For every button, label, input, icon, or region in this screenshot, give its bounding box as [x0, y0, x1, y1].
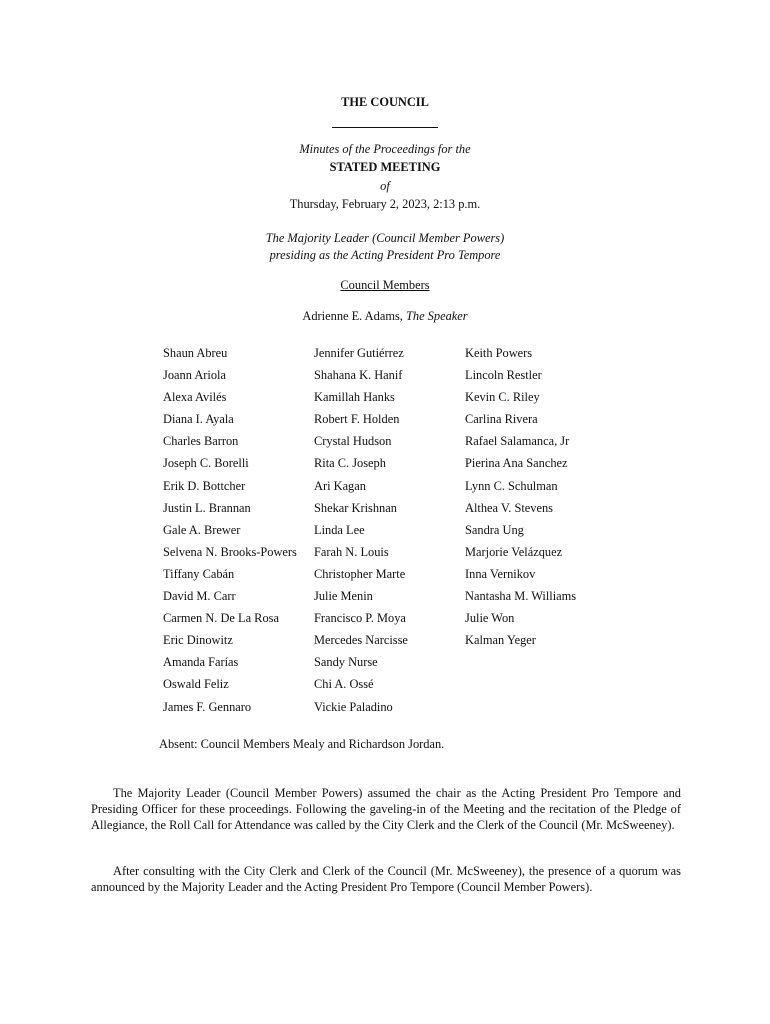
of-line: of — [380, 179, 390, 193]
roster-column-2 — [314, 342, 408, 718]
member-name: Selvena N. Brooks-Powers — [163, 544, 297, 559]
speaker-name: Adrienne E. Adams, — [302, 309, 403, 323]
member-name: Pierina Ana Sanchez — [465, 456, 568, 471]
member-name: Marjorie Velázquez — [465, 544, 563, 559]
member-name: Keith Powers — [465, 346, 533, 360]
member-name: Joseph C. Borelli — [163, 456, 249, 471]
member-name: Julie Won — [465, 611, 515, 626]
member-name: Vickie Paladino — [314, 699, 393, 714]
member-name: Rafael Salamanca, Jr — [465, 434, 570, 449]
council-members-heading: Council Members — [340, 278, 430, 292]
absent-members-note: Absent: Council Members Mealy and Richardson Jordan. — [159, 737, 445, 751]
member-name: Jennifer Gutiérrez — [314, 346, 404, 360]
member-name: Christopher Marte — [314, 566, 406, 581]
member-name: Chi A. Ossé — [314, 677, 374, 692]
member-name: Shaun Abreu — [163, 346, 228, 360]
title-underline — [332, 127, 438, 128]
member-name: Mercedes Narcisse — [314, 633, 408, 648]
member-name: Sandra Ung — [465, 522, 524, 537]
speaker-title: The Speaker — [406, 309, 468, 323]
member-name: Sandy Nurse — [314, 655, 378, 670]
member-name: Carmen N. De La Rosa — [163, 611, 279, 626]
member-name: Kalman Yeger — [465, 633, 536, 648]
presiding-statement — [0, 230, 770, 264]
member-name: Kevin C. Riley — [465, 390, 540, 405]
member-name: Robert F. Holden — [314, 412, 400, 427]
member-name: David M. Carr — [163, 589, 236, 604]
member-name: Rita C. Joseph — [314, 456, 386, 471]
minutes-line: Minutes of the Proceedings for the — [299, 142, 471, 156]
member-name: Joann Ariola — [163, 368, 226, 383]
member-name: Linda Lee — [314, 522, 365, 537]
member-name: Althea V. Stevens — [465, 500, 553, 515]
member-name: Shahana K. Hanif — [314, 368, 403, 383]
member-name: Amanda Farías — [163, 655, 239, 670]
member-name: Francisco P. Moya — [314, 611, 406, 626]
meeting-type: STATED MEETING — [329, 160, 441, 174]
member-name: Carlina Rivera — [465, 412, 538, 427]
member-name: Eric Dinowitz — [163, 633, 233, 648]
member-name: Charles Barron — [163, 434, 239, 449]
member-name: Lincoln Restler — [465, 368, 542, 383]
member-name: Oswald Feliz — [163, 677, 229, 692]
member-name: Crystal Hudson — [314, 434, 392, 449]
member-name: Shekar Krishnan — [314, 500, 397, 515]
body-paragraph-chair: The Majority Leader (Council Member Powers) assumed the chair as the Acting President Pro Tempore and Presiding Officer for these proceedings. Following the gaveling-in of the Meeting and the recitation of the Pledge of Allegiance, the Roll Call for Attendance was called by the City Clerk and the Clerk of the Council (Mr. McSweeney). — [91, 786, 681, 832]
presiding-line-1: The Majority Leader (Council Member Powers) — [265, 231, 505, 245]
member-name: Julie Menin — [314, 589, 373, 604]
member-name: Kamillah Hanks — [314, 390, 395, 405]
member-name: Farah N. Louis — [314, 544, 389, 559]
body-paragraph-quorum: After consulting with the City Clerk and Clerk of the Council (Mr. McSweeney), the presence of a quorum was announced by the Majority Leader and the Acting President Pro Tempore (Council Member Powers). — [91, 864, 681, 894]
member-name: Ari Kagan — [314, 478, 366, 493]
member-name: Lynn C. Schulman — [465, 478, 558, 493]
member-name: Gale A. Brewer — [163, 522, 241, 537]
member-name: Inna Vernikov — [465, 566, 536, 581]
member-name: Nantasha M. Williams — [465, 589, 577, 604]
roster-column-1 — [163, 342, 297, 718]
presiding-line-2: presiding as the Acting President Pro Tempore — [269, 248, 501, 262]
member-name: Diana I. Ayala — [163, 412, 234, 427]
meeting-date-time: Thursday, February 2, 2023, 2:13 p.m. — [289, 197, 481, 211]
member-name: Tiffany Cabán — [163, 566, 235, 581]
member-name: Justin L. Brannan — [163, 500, 251, 515]
council-title: THE COUNCIL — [341, 95, 429, 109]
member-name: Alexa Avilés — [163, 390, 227, 405]
member-name: Erik D. Bottcher — [163, 478, 246, 493]
speaker-line — [0, 309, 770, 324]
roster-column-3 — [465, 342, 576, 651]
member-name: James F. Gennaro — [163, 699, 252, 714]
